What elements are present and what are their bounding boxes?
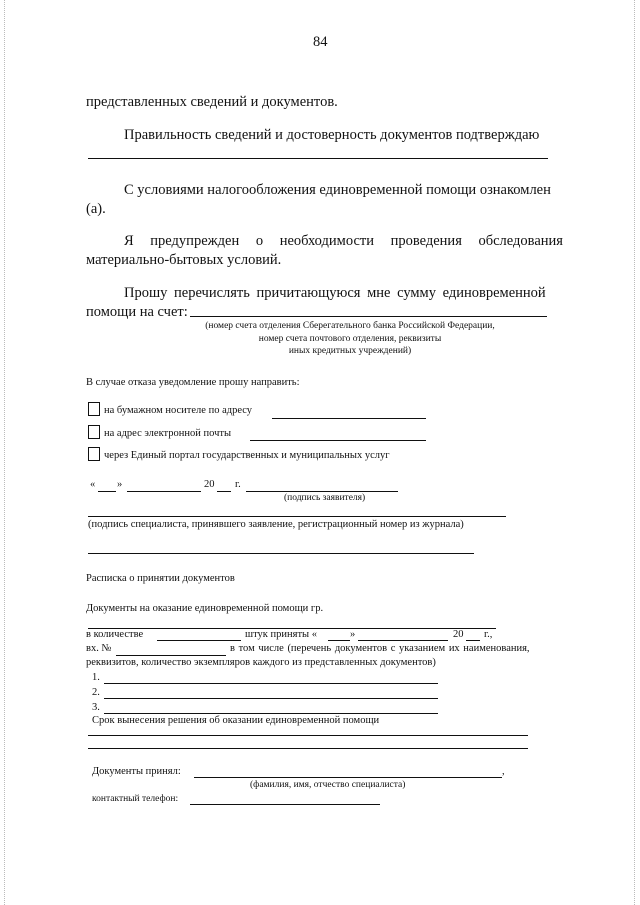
- receipt-incl-text: в том числе (перечень документов с указанием их наименования,: [230, 643, 530, 654]
- paragraph-transfer-line1: Прошу перечислять причитающуюся мне сумму единовременной: [124, 285, 546, 301]
- confirm-signature-line[interactable]: [88, 158, 548, 159]
- account-note-line3: иных кредитных учреждений): [288, 346, 412, 356]
- account-number-line[interactable]: [190, 316, 547, 317]
- receipt-month-line[interactable]: [358, 640, 448, 641]
- receipt-incl-text2: реквизитов, количество экземпляров каждого из представленных документов): [86, 657, 436, 668]
- paragraph-warning-line2: материально-бытовых условий.: [86, 252, 282, 268]
- receipt-item-1: 1.: [92, 672, 100, 683]
- receipt-phone-label: контактный телефон:: [92, 794, 179, 804]
- paper-address-line[interactable]: [272, 418, 426, 419]
- account-note-line2: номер счета почтового отделения, реквизиты: [258, 334, 442, 344]
- receipt-phone-line[interactable]: [190, 804, 380, 805]
- receipt-year-suffix: г.,: [484, 629, 493, 640]
- paragraph-tax-line1: С условиями налогообложения единовременной помощи ознакомлен: [124, 182, 551, 198]
- extra-line[interactable]: [88, 553, 474, 554]
- email-label: на адрес электронной почты: [104, 428, 232, 439]
- portal-checkbox[interactable]: [88, 447, 100, 461]
- receipt-item-2-line[interactable]: [104, 698, 438, 699]
- date-year-prefix: 20: [204, 479, 215, 490]
- page-edge-left: [4, 0, 5, 905]
- date-year-suffix: г.: [235, 479, 241, 490]
- receipt-item-2: 2.: [92, 687, 100, 698]
- receipt-qty-label: в количестве: [86, 629, 144, 640]
- page-number: 84: [313, 34, 328, 50]
- receipt-title: Расписка о принятии документов: [86, 573, 235, 584]
- applicant-signature-line[interactable]: [246, 491, 398, 492]
- paragraph-tax-line2: (а).: [86, 201, 106, 217]
- receipt-close-quote: »: [350, 629, 356, 640]
- receipt-pieces-label: штук приняты «: [245, 629, 317, 640]
- email-line[interactable]: [250, 440, 426, 441]
- receipt-item-3: 3.: [92, 702, 100, 713]
- refusal-heading: В случае отказа уведомление прошу направить:: [86, 377, 300, 388]
- receipt-accepted-label: Документы принял:: [92, 766, 181, 777]
- receipt-year-prefix: 20: [453, 629, 464, 640]
- receipt-accepted-line[interactable]: [194, 777, 502, 778]
- receipt-incoming-number-line[interactable]: [116, 655, 226, 656]
- receipt-docs-intro: Документы на оказание единовременной помощи гр.: [86, 603, 324, 614]
- applicant-signature-note: (подпись заявителя): [284, 493, 366, 503]
- date-month-line[interactable]: [127, 491, 201, 492]
- paper-address-label: на бумажном носителе по адресу: [104, 405, 253, 416]
- account-note-line1: (номер счета отделения Сберегательного банка Российской Федерации,: [205, 321, 495, 331]
- paper-address-checkbox[interactable]: [88, 402, 100, 416]
- paragraph-confirm: Правильность сведений и достоверность документов подтверждаю: [124, 127, 540, 143]
- specialist-signature-line[interactable]: [88, 516, 506, 517]
- receipt-deadline-line2[interactable]: [88, 748, 528, 749]
- receipt-qty-line[interactable]: [157, 640, 241, 641]
- specialist-signature-note: (подпись специалиста, принявшего заявление, регистрационный номер из журнала): [88, 519, 464, 530]
- receipt-accepted-comma: ,: [502, 766, 505, 777]
- receipt-item-1-line[interactable]: [104, 683, 438, 684]
- paragraph-warning-line1: Я предупрежден о необходимости проведения обследования: [124, 233, 563, 249]
- paragraph-transfer-line2: помощи на счет:: [86, 304, 188, 320]
- page-edge-right: [634, 0, 635, 905]
- date-close-quote: »: [117, 479, 123, 490]
- receipt-deadline-line1[interactable]: [88, 735, 528, 736]
- receipt-year-line[interactable]: [466, 640, 480, 641]
- receipt-item-3-line[interactable]: [104, 713, 438, 714]
- date-open-quote: «: [90, 479, 96, 490]
- receipt-fio-note: (фамилия, имя, отчество специалиста): [250, 780, 406, 790]
- receipt-deadline: Срок вынесения решения об оказании единовременной помощи: [92, 715, 380, 726]
- portal-label: через Единый портал государственных и муниципальных услуг: [104, 450, 390, 461]
- receipt-day-line[interactable]: [328, 640, 350, 641]
- date-year-line[interactable]: [217, 491, 231, 492]
- receipt-incl-label: вх. №: [86, 643, 112, 654]
- email-checkbox[interactable]: [88, 425, 100, 439]
- paragraph-docs: представленных сведений и документов.: [86, 94, 338, 110]
- date-day-line[interactable]: [98, 491, 116, 492]
